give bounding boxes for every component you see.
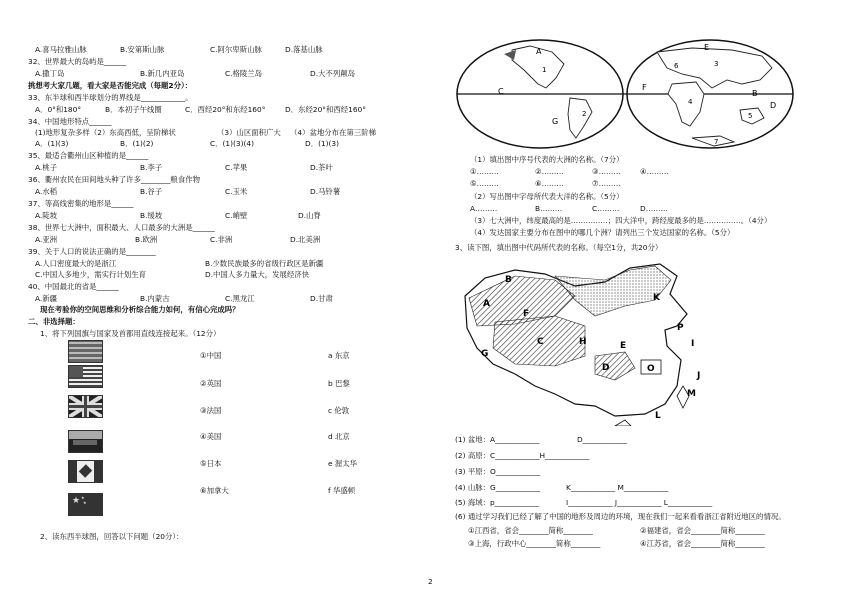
q39-option-b: B.少数民族最多的省级行政区是新疆 [205,259,324,268]
hemi-label-b: B [752,89,758,98]
q33-option-d: D．东经20°和西经160° [285,105,366,114]
fill-basin: (1) 盆地：A____________ [455,435,540,444]
section-2-q1: 1、将下列国旗与国家及首都用直线连接起来。（12分） [40,329,221,338]
q32-option-b: B.新几内亚岛 [140,69,185,78]
q35-option-a: A.桃子 [35,163,58,172]
hemi-label-4: 4 [688,98,693,106]
q35-option-d: D.茶叶 [310,163,333,172]
hemispheres-map [452,38,812,150]
q35-text: 35、最适合衢州山区种植的是______ [28,151,149,160]
hemi-q3: （3）七大洲中，纬度最高的是……………；四大洋中，跨经度最多的是……………。（4分） [470,216,772,225]
q6-jiangsu: ④江苏省，省会________简称________ [640,539,765,548]
hemi-q1-blank-3: ③……… [592,167,621,176]
q38-option-d: D.北美洲 [290,235,321,244]
q31-option-d: D.落基山脉 [285,45,323,54]
intro-text: 挑想考大家几题，看大家是否能完成（每题2分）： [28,81,193,90]
hemi-label-c: C [498,87,504,96]
q36-option-d: D.马铃薯 [310,187,341,196]
capital-d: d 北京 [328,432,350,441]
hemi-label-g: G [552,117,559,126]
china-label-k: K [653,293,660,303]
q40-text: 40、中国最北的省是______ [28,282,119,291]
hemi-label-e: E [704,43,710,52]
q36-option-a: A.水稻 [35,187,58,196]
hemi-q1: （1）填出图中序号代表的大洲的名称。（7分） [470,155,624,164]
hemi-q2-blank-c: C……… [592,204,620,213]
q35-option-b: B.李子 [140,163,163,172]
fill-mountains: (4) 山脉：G____________ [455,483,541,492]
q32-text: 32、世界最大的岛屿是______ [28,57,127,66]
china-label-e: E [620,341,627,351]
q37-option-d: D.山脊 [298,211,321,220]
country-2: ②英国 [200,379,222,388]
q6-shanghai: ③上海，行政中心________简称________ [468,539,601,548]
q31-option-b: B.安第斯山脉 [120,45,165,54]
q6-text: (6) 通过学习我们已经了解了中国的地形及周边的环境，现在我们一起来看看浙江省附近地区的情况。 [455,512,786,521]
fill-seas-extra: I____________ J____________ L____________ [566,498,713,507]
flag-uk [68,395,103,418]
flag-1 [68,340,103,363]
country-3: ③法国 [200,406,222,415]
capital-b: b 巴黎 [328,379,350,388]
hemi-q1-blank-4: ④……… [640,167,669,176]
q32-option-c: C.格陵兰岛 [225,69,263,78]
hemi-q1-blank-6: ⑥……… [535,179,564,188]
country-5: ⑤日本 [200,459,222,468]
flag-4 [68,430,103,453]
q38-text: 38、世界七大洲中，面积最大、人口最多的大洲是______ [28,223,215,232]
china-map [455,256,715,426]
hemi-label-7: 7 [714,138,719,146]
q34-item-1: (1)地形复杂多样（2）东高西低，呈阶梯状 [35,128,176,137]
china-label-l: L [655,411,661,421]
china-label-g: G [481,349,489,359]
flag-china: ★ ★ ★ [68,493,103,516]
hemi-q2-blank-d: D……… [640,204,668,213]
country-6: ⑥加拿大 [200,486,229,495]
china-label-m: M [687,389,696,399]
flag-us [68,365,103,388]
q33-option-a: A．0°和180° [35,105,82,114]
q39-option-c: C.中国人多地少，需实行计划生育 [35,270,146,279]
fill-basin-d: D____________ [577,435,628,444]
q37-option-b: B.缓坡 [140,211,163,220]
hemi-q1-blank-5: ⑤……… [470,179,499,188]
q33-option-b: B．本初子午线圈 [105,105,162,114]
q39-option-a: A.人口密度最大的是浙江 [35,259,117,268]
hemi-label-2: 2 [582,110,587,118]
fill-seas: (5) 海域：p____________ [455,498,540,507]
q32-option-d: D.大不列颠岛 [310,69,355,78]
hemi-label-6: 6 [674,62,679,70]
china-label-h: H [579,337,587,347]
hemi-label-d: D [770,101,777,110]
hemi-q2-blank-b: B……… [535,204,563,213]
q31-option-a: A.喜马拉雅山脉 [35,45,87,54]
q31-option-c: C.阿尔卑斯山脉 [210,45,262,54]
china-label-a: A [483,299,490,309]
hemi-label-3: 3 [714,60,719,68]
hemi-q2: （2）写出图中字母所代表大洋的名称。（5分） [470,192,624,201]
capital-c: c 伦敦 [328,406,350,415]
q38-option-c: C.非洲 [210,235,233,244]
q36-text: 36、衢州农民在田间地头种了许多________粮食作物 [28,175,200,184]
q34-item-3: （4）盆地分布在第三阶梯 [290,128,377,137]
china-label-i: I [691,339,695,349]
q6-fujian: ②福建省，省会________简称________ [640,526,765,535]
q34-option-c: C．(1)(3)(4) [210,139,254,148]
country-4: ④美国 [200,432,222,441]
page-number: 2 [428,577,433,586]
fill-mountains-extra: K____________ M____________ [566,483,669,492]
q37-option-a: A.陡坡 [35,211,58,220]
country-1: ①中国 [200,351,222,360]
q34-option-d: D．(1)(3) [305,139,340,148]
capital-f: f 华盛顿 [328,486,356,495]
q35-option-c: C.苹果 [225,163,248,172]
hemi-q1-blank-2: ②……… [535,167,564,176]
china-label-d: D [602,363,610,373]
fill-plain: (3) 平原：O____________ [455,467,541,476]
q34-item-2: （3）山区面积广大 [217,128,281,137]
capital-e: e 渥太华 [328,459,358,468]
q39-option-d: D.中国人多力量大，发展经济快 [205,270,310,279]
fill-plateau: (2) 高原：C____________H____________ [455,451,590,460]
q37-option-c: C.峭壁 [225,211,248,220]
hemi-label-5: 5 [748,112,753,120]
hemi-label-1: 1 [542,66,547,74]
china-label-j: J [697,371,701,381]
china-label-f: F [523,309,530,319]
q38-option-a: A.亚洲 [35,235,58,244]
q36-option-c: C.玉米 [225,187,248,196]
hemi-label-a: A [536,47,542,56]
china-label-c: C [537,337,544,347]
q40-option-d: D.甘肃 [310,294,333,303]
q38-option-b: B.欧洲 [135,235,158,244]
hemi-q1-blank-7: ⑦……… [592,179,621,188]
hemi-q4: （4）发达国家主要分布在图中的哪几个洲？请列出三个发达国家的名称。（5分） [470,228,735,237]
hemi-q2-blank-a: A……… [470,204,498,213]
q34-option-b: B．(1)(2) [120,139,154,148]
challenge-text: 现在考验你的空间思维和分析综合能力如何，有信心完成吗？ [40,305,240,314]
q33-text: 33、东半球和西半球划分的界线是____________。 [28,93,193,102]
q39-text: 39、关于人口的说法正确的是________ [28,247,156,256]
q33-option-c: C．西经20°和东经160° [185,105,266,114]
q37-text: 37、等高线密集的地形是______ [28,199,134,208]
q36-option-b: B.谷子 [140,187,163,196]
q32-option-a: A.撒丁岛 [35,69,65,78]
section-3-heading: 3、读下图，填出图中代码所代表的名称。（每空1分，共20分） [455,243,663,252]
capital-a: a 东京 [328,351,350,360]
hemi-label-f: F [642,83,647,92]
q6-jiangxi: ①江西省，省会________简称________ [468,526,593,535]
china-label-p: P [677,323,684,333]
section-2-q2: 2、读东西半球图，回答以下问题（20分）： [40,532,184,541]
q40-option-c: C.黑龙江 [225,294,255,303]
flag-canada [68,460,103,483]
china-label-b: B [505,275,512,285]
hemi-q1-blank-1: ①……… [470,167,499,176]
q40-option-b: B.内蒙古 [140,294,170,303]
section-2-heading: 二、非选择题： [28,317,80,326]
q34-text: 34、中国地形特点______ [28,117,112,126]
q34-option-a: A．(1)(3) [35,139,69,148]
q40-option-a: A.新疆 [35,294,58,303]
china-label-o: O [647,364,655,374]
